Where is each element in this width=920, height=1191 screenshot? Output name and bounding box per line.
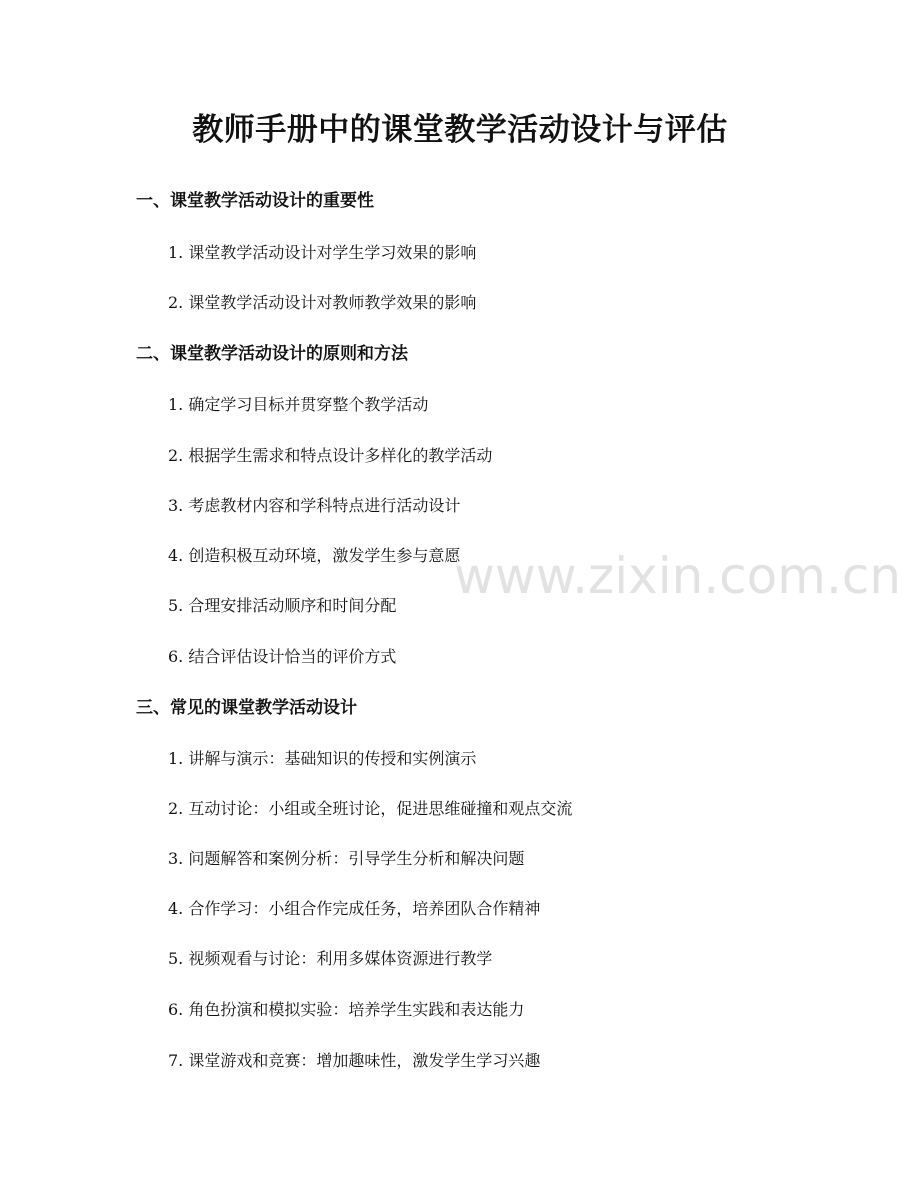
- list-item: 1. 讲解与演示：基础知识的传授和实例演示: [168, 749, 477, 768]
- list-item: 4. 创造积极互动环境，激发学生参与意愿: [168, 546, 461, 565]
- section-heading-principles: 二、课堂教学活动设计的原则和方法: [136, 344, 408, 364]
- list-item: 5. 视频观看与讨论：利用多媒体资源进行教学: [168, 949, 493, 968]
- list-item: 2. 根据学生需求和特点设计多样化的教学活动: [168, 446, 493, 465]
- list-item: 3. 考虑教材内容和学科特点进行活动设计: [168, 496, 461, 515]
- list-item: 3. 问题解答和案例分析：引导学生分析和解决问题: [168, 849, 525, 868]
- list-item: 4. 合作学习：小组合作完成任务，培养团队合作精神: [168, 899, 541, 918]
- list-item: 1. 确定学习目标并贯穿整个教学活动: [168, 395, 429, 414]
- list-item: 1. 课堂教学活动设计对学生学习效果的影响: [168, 243, 477, 262]
- list-item: 6. 角色扮演和模拟实验：培养学生实践和表达能力: [168, 1000, 525, 1019]
- list-item: 6. 结合评估设计恰当的评价方式: [168, 647, 397, 666]
- list-item: 5. 合理安排活动顺序和时间分配: [168, 596, 397, 615]
- section-heading-importance: 一、课堂教学活动设计的重要性: [136, 191, 374, 211]
- list-item: 2. 课堂教学活动设计对教师教学效果的影响: [168, 293, 477, 312]
- document-title: 教师手册中的课堂教学活动设计与评估: [192, 112, 728, 148]
- section-heading-common-designs: 三、常见的课堂教学活动设计: [136, 698, 357, 718]
- list-item: 7. 课堂游戏和竞赛：增加趣味性，激发学生学习兴趣: [168, 1051, 541, 1070]
- watermark: www.zixin.com.cn: [454, 547, 902, 605]
- list-item: 2. 互动讨论：小组或全班讨论，促进思维碰撞和观点交流: [168, 799, 573, 818]
